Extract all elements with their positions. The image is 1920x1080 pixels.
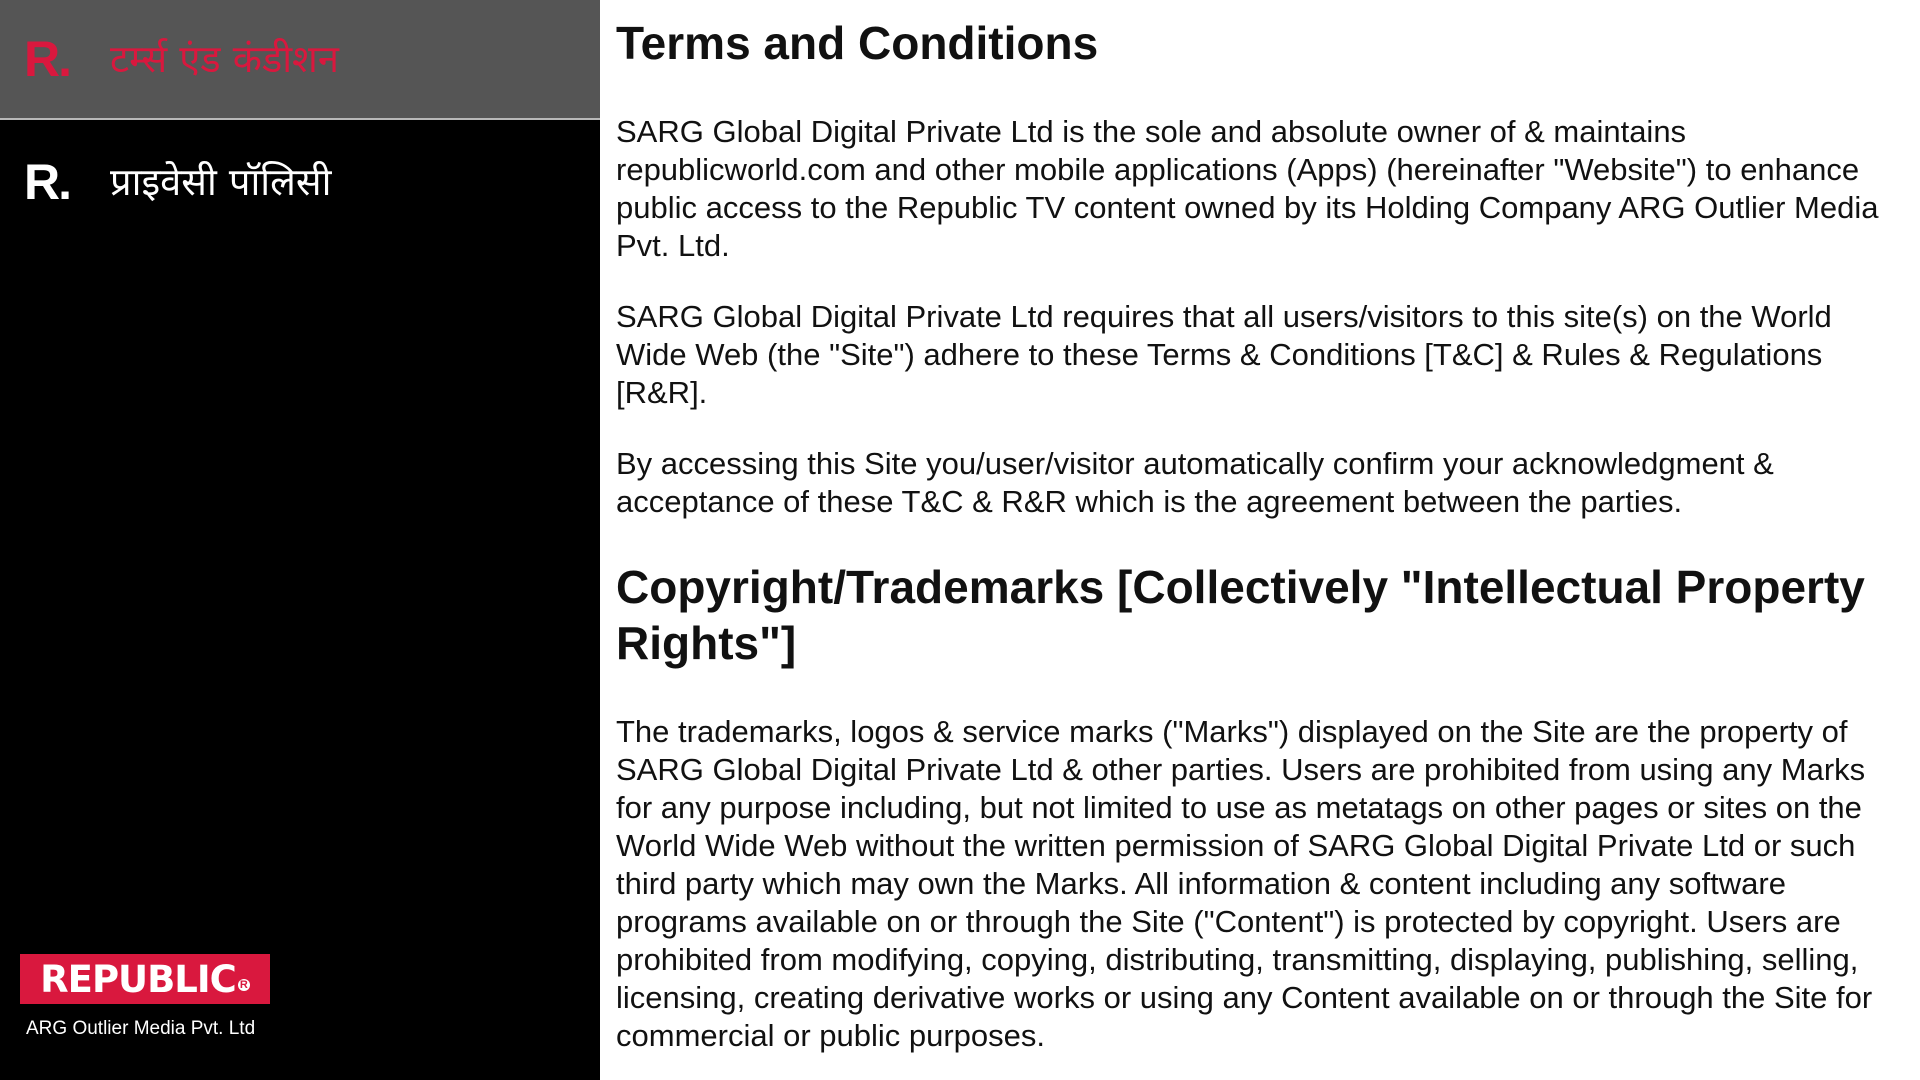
sidebar-item-terms[interactable] bbox=[0, 0, 600, 120]
paragraph: SARG Global Digital Private Ltd is the sole and absolute owner of & maintains republicworld.com and other mobile applications (Apps) (hereinafter "Website") to enhance public access to the Republic TV content owned by its Holding Company ARG Outlier Media Pvt. Ltd. bbox=[616, 114, 1879, 264]
sidebar-item-label: टर्म्स एंड कंडीशन bbox=[110, 37, 339, 81]
republic-logo bbox=[20, 954, 270, 1004]
paragraph: The trademarks, logos & service marks ("Marks") displayed on the Site are the property of SARG Global Digital Private Ltd & other parties. Users are prohibited from using any Marks for any purpose including, but not limited to use as metatags on other pages or sites on the World Wide Web without the written permission of SARG Global Digital Private Ltd or such third party which may own the Marks. All information & content including any software programs available on or through the Site ("Content") is protected by copyright. Users are prohibited from modifying, copying, distributing, transmitting, displaying, publishing, selling, licensing, creating derivative works or using any Content available on or through the Site for commercial or public purposes. bbox=[616, 714, 1873, 1054]
republic-r-logo-icon: R. bbox=[24, 154, 70, 210]
section-heading: Copyright/Trademarks [Collectively "Intellectual Property Rights"] bbox=[616, 561, 1865, 670]
sidebar-item-label: प्राइवेसी पॉलिसी bbox=[110, 160, 332, 204]
sidebar-item-privacy[interactable] bbox=[0, 122, 600, 242]
paragraph: By accessing this Site you/user/visitor automatically confirm your acknowledgment & acceptance of these T&C & R&R which is the agreement between the parties. bbox=[616, 446, 1774, 520]
brand-name: REPUBLIC bbox=[40, 957, 236, 1001]
page-title: Terms and Conditions bbox=[616, 17, 1099, 69]
republic-r-logo-icon: R. bbox=[24, 31, 70, 87]
terms-content bbox=[600, 0, 1920, 1080]
registered-mark-icon: R bbox=[238, 979, 250, 991]
sidebar bbox=[0, 0, 600, 1080]
company-name: ARG Outlier Media Pvt. Ltd bbox=[26, 1018, 256, 1039]
paragraph: SARG Global Digital Private Ltd requires that all users/visitors to this site(s) on the World Wide Web (the "Site") adhere to these Terms & Conditions [T&C] & Rules & Regulations [R&R]. bbox=[616, 299, 1832, 411]
